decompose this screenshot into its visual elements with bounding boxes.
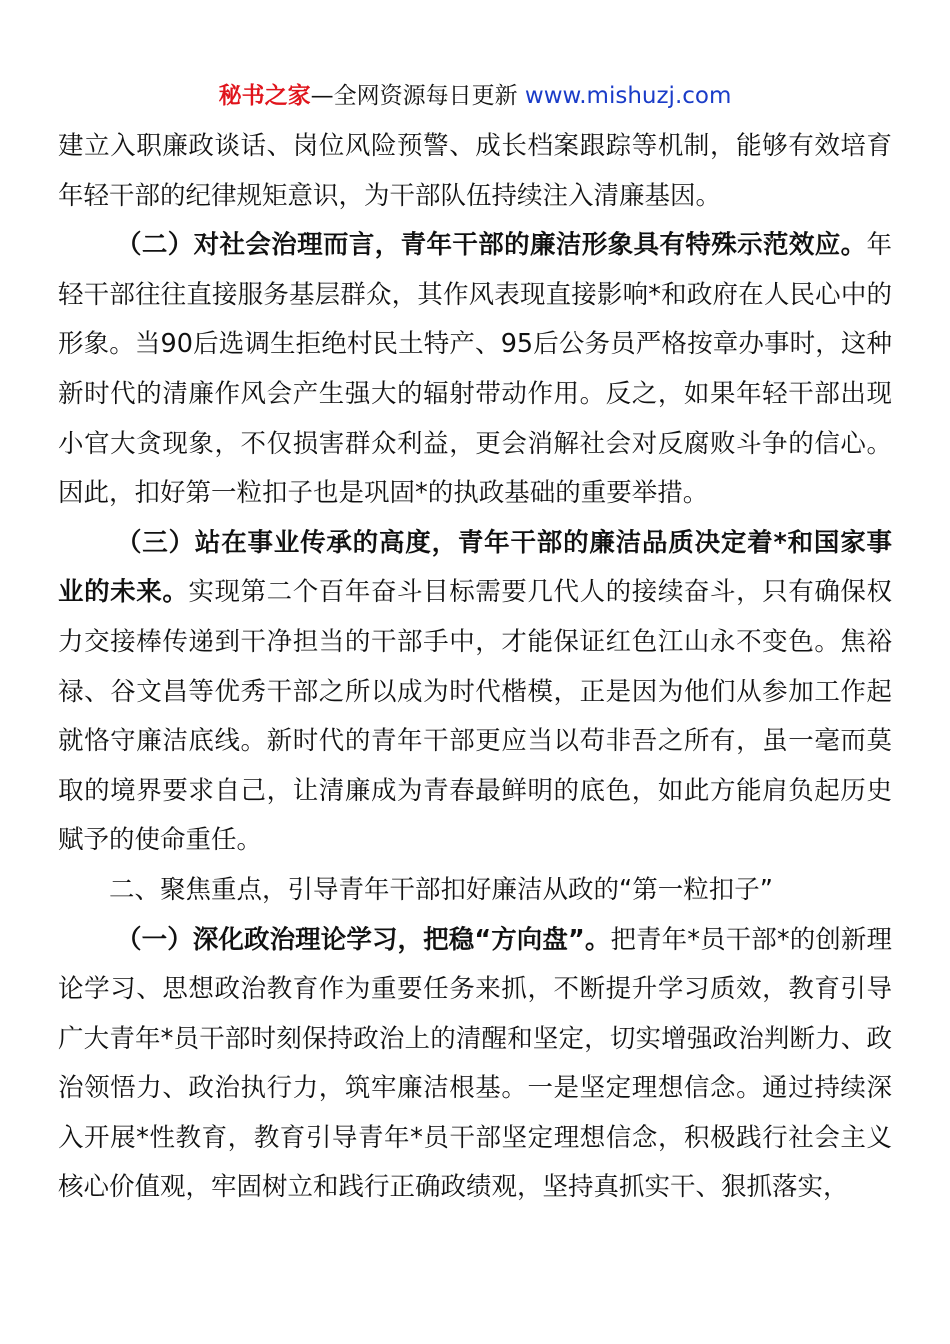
paragraph-text: 建立入职廉政谈话、岗位风险预警、成长档案跟踪等机制，能够有效培育年轻干部的纪律规矩意识，为干部队伍持续注入清廉基因。 — [58, 131, 892, 211]
paragraph-text: 把青年*员干部*的创新理论学习、思想政治教育作为重要任务来抓，不断提升学习质效，教育引导广大青年*员干部时刻保持政治上的清醒和坚定，切实增强政治判断力、政治领悟力、政治执行力，筑牢廉洁根基。一是坚定理想信念。通过持续深入开展*性教育，教育引导青年*员干部坚定理想信念，积极践行社会主义核心价值观，牢固树立和践行正确政绩观，坚持真抓实干、狠抓落实， — [58, 924, 892, 1203]
paragraph-text: 实现第二个百年奋斗目标需要几代人的接续奋斗，只有确保权力交接棒传递到干净担当的干部手中，才能保证红色江山永不变色。焦裕禄、谷文昌等优秀干部之所以成为时代楷模，正是因为他们从参加工作起就恪守廉洁底线。新时代的青年干部更应当以苟非吾之所有，虽一毫而莫取的境界要求自己，让清廉成为青春最鲜明的底色，如此方能肩负起历史赋予的使命重任。 — [58, 577, 892, 856]
section-heading-text: 二、聚焦重点，引导青年干部扣好廉洁从政的“第一粒扣子” — [109, 874, 773, 905]
paragraph-social-governance — [58, 221, 892, 519]
document-body — [58, 122, 892, 1213]
paragraph-lead: （三）站在事业传承的高度，青年干部的廉洁品质决定着*和国家事业的未来。 — [58, 527, 892, 608]
paragraph-political-study — [58, 916, 892, 1214]
paragraph-lead: （二）对社会治理而言，青年干部的廉洁形象具有特殊示范效应。 — [116, 230, 867, 261]
site-tagline: —全网资源每日更新 — [310, 83, 518, 109]
site-header — [0, 80, 950, 112]
site-brand: 秘书之家 — [218, 83, 311, 109]
paragraph-text: 年轻干部往往直接服务基层群众，其作风表现直接影响*和政府在人民心中的形象。当90后选调生拒绝村民土特产、95后公务员严格按章办事时，这种新时代的清廉作风会产生强大的辐射带动作用。反之，如果年轻干部出现小官大贪现象，不仅损害群众利益，更会消解社会对反腐败斗争的信心。因此，扣好第一粒扣子也是巩固*的执政基础的重要举措。 — [58, 230, 892, 509]
paragraph-career-inheritance — [58, 519, 892, 866]
section-heading — [58, 866, 892, 916]
paragraph-lead: （一）深化政治理论学习，把稳“方向盘”。 — [116, 924, 611, 955]
site-url[interactable]: www.mishuzj.com — [524, 83, 732, 109]
paragraph-continued — [58, 122, 892, 221]
